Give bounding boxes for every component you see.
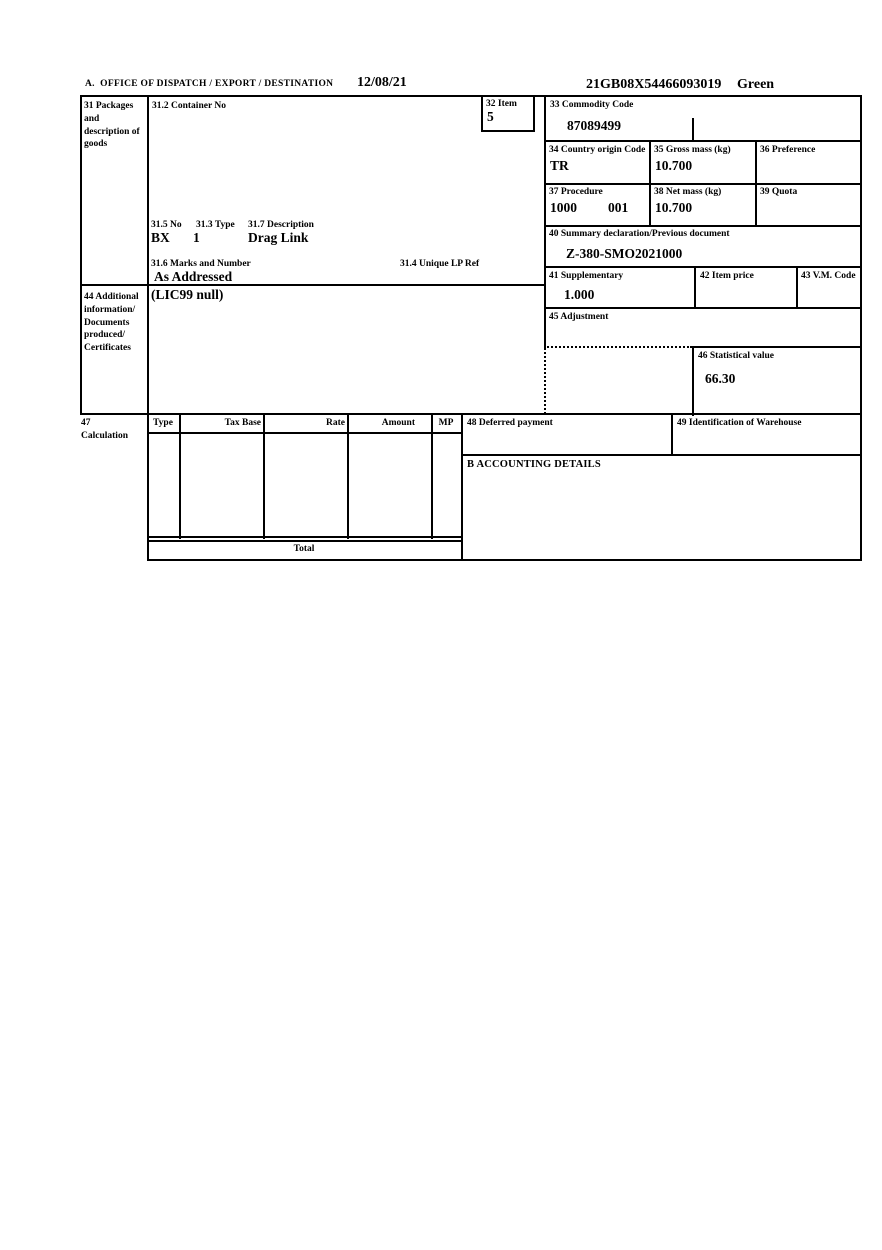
form-right-border bbox=[860, 95, 862, 561]
box41-supplementary-units: 1.000 bbox=[564, 287, 595, 302]
box31-6-label: 31.6 Marks and Number bbox=[151, 259, 251, 269]
box40-label: 40 Summary declaration/Previous document bbox=[549, 229, 730, 239]
box42-left-border bbox=[694, 266, 696, 309]
box38-label: 38 Net mass (kg) bbox=[654, 187, 722, 197]
accounting-details-heading: B ACCOUNTING DETAILS bbox=[467, 459, 601, 470]
box43-label: 43 V.M. Code bbox=[801, 271, 856, 281]
box46-left-border bbox=[692, 346, 694, 416]
box44-top-border bbox=[80, 284, 546, 286]
box46-top-border bbox=[692, 346, 862, 348]
calc-table-right-border bbox=[461, 413, 463, 561]
box32-right-border bbox=[533, 95, 535, 132]
box32-item-number: 5 bbox=[487, 109, 494, 124]
box34-country-origin: TR bbox=[550, 158, 569, 173]
form-bottom-border bbox=[147, 559, 862, 561]
col35-left-border bbox=[649, 140, 651, 227]
accounting-top-border bbox=[461, 454, 862, 456]
acceptance-date: 12/08/21 bbox=[357, 75, 407, 90]
box47-label: 47 Calculation bbox=[81, 418, 128, 441]
calculation-row-top-border bbox=[80, 413, 862, 415]
box40-previous-document: Z-380-SMO2021000 bbox=[566, 246, 683, 261]
box31-4-label: 31.4 Unique LP Ref bbox=[400, 259, 480, 269]
dotted-horizontal-divider bbox=[544, 346, 692, 348]
box31-3-package-count: 1 bbox=[193, 230, 200, 245]
box33-commodity-code: 87089499 bbox=[567, 118, 621, 133]
box37-procedure-code: 1000 bbox=[550, 200, 577, 215]
calc-header-mp: MP bbox=[438, 418, 454, 428]
box35-label: 35 Gross mass (kg) bbox=[654, 145, 731, 155]
calc-header-type: Type bbox=[153, 418, 173, 428]
box31-7-label: 31.7 Description bbox=[248, 220, 314, 230]
commodity-code-subdivision bbox=[692, 118, 694, 142]
box31-3-label: 31.3 Type bbox=[196, 220, 235, 230]
form-left-border bbox=[80, 95, 82, 415]
box44-additional-information: (LIC99 null) bbox=[151, 287, 224, 302]
calc-header-bottom-border bbox=[147, 432, 463, 434]
box41-label: 41 Supplementary bbox=[549, 271, 624, 281]
calc-col-rate-left bbox=[263, 413, 265, 539]
calc-col-amount-left bbox=[347, 413, 349, 539]
movement-reference-number: 21GB08X54466093019 bbox=[586, 77, 722, 92]
calc-header-amount: Amount bbox=[381, 418, 415, 428]
box49-left-border bbox=[671, 413, 673, 456]
box42-label: 42 Item price bbox=[700, 271, 754, 281]
calc-header-tax-base: Tax Base bbox=[224, 418, 261, 428]
box36-label: 36 Preference bbox=[760, 145, 816, 155]
calc-col-taxbase-left bbox=[179, 413, 181, 539]
box37-label: 37 Procedure bbox=[549, 187, 603, 197]
box32-bottom-border bbox=[481, 130, 535, 132]
total-row-top-border bbox=[147, 540, 463, 542]
box37-additional-procedure: 001 bbox=[608, 200, 629, 215]
office-of-dispatch-heading: A. OFFICE OF DISPATCH / EXPORT / DESTINATION bbox=[85, 79, 334, 89]
box45-label: 45 Adjustment bbox=[549, 312, 609, 322]
box33-bottom-border bbox=[544, 140, 862, 142]
box46-label: 46 Statistical value bbox=[698, 351, 774, 361]
row41-bottom-border bbox=[544, 307, 862, 309]
col36-left-border bbox=[755, 140, 757, 227]
box32-left-border bbox=[481, 95, 483, 132]
row37-bottom-border bbox=[544, 225, 862, 227]
routing-status: Green bbox=[737, 77, 775, 92]
box34-label: 34 Country origin Code bbox=[549, 145, 646, 155]
label-column-divider bbox=[147, 95, 149, 561]
form-top-border bbox=[80, 95, 862, 97]
calc-header-rate: Rate bbox=[326, 418, 345, 428]
dotted-vertical-divider bbox=[544, 348, 546, 414]
box31-5-label: 31.5 No bbox=[151, 220, 182, 230]
box38-net-mass: 10.700 bbox=[655, 200, 693, 215]
calc-body-bottom-border bbox=[147, 536, 463, 538]
box31-2-label: 31.2 Container No bbox=[152, 101, 226, 111]
calc-col-mp-left bbox=[431, 413, 433, 539]
right-column-left-border bbox=[544, 95, 546, 348]
calc-total-label: Total bbox=[293, 544, 315, 554]
box33-label: 33 Commodity Code bbox=[550, 100, 634, 110]
box49-label: 49 Identification of Warehouse bbox=[677, 418, 802, 428]
box44-label: 44 Additional information/ Documents produced/ Certificates bbox=[84, 292, 139, 354]
box35-gross-mass: 10.700 bbox=[655, 158, 693, 173]
box39-label: 39 Quota bbox=[760, 187, 798, 197]
box48-label: 48 Deferred payment bbox=[467, 418, 553, 428]
row34-bottom-border bbox=[544, 183, 862, 185]
box40-bottom-border bbox=[544, 266, 862, 268]
box31-6-marks-number: As Addressed bbox=[154, 269, 233, 284]
box31-label: 31 Packages and description of goods bbox=[84, 101, 140, 150]
box31-5-package-kind: BX bbox=[151, 230, 170, 245]
box46-statistical-value: 66.30 bbox=[705, 371, 736, 386]
box31-7-goods-description: Drag Link bbox=[248, 230, 309, 245]
box43-left-border bbox=[796, 266, 798, 309]
box32-label: 32 Item bbox=[486, 99, 517, 109]
